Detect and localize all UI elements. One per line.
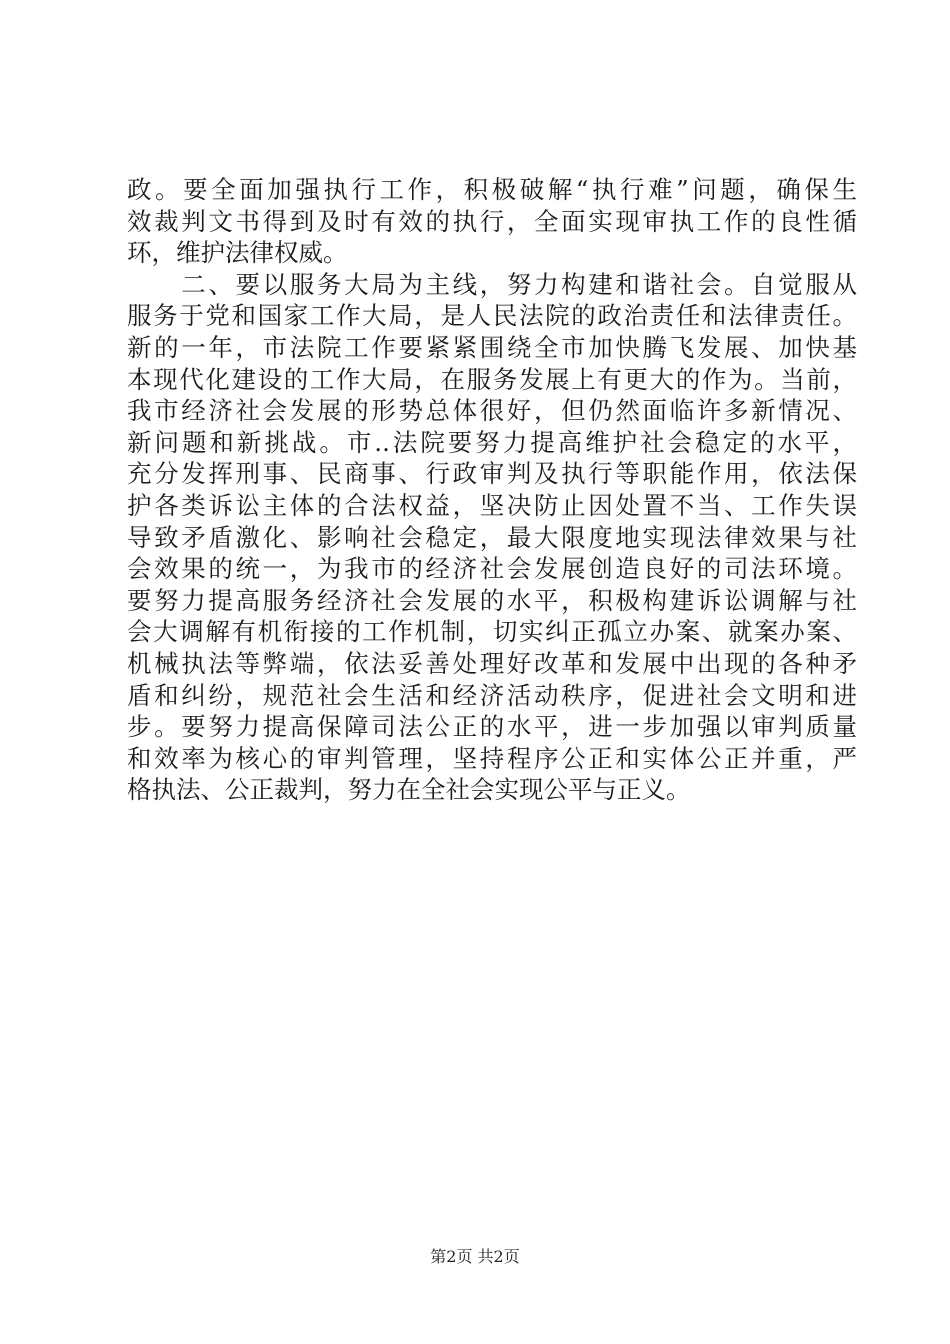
text-line: 环，维护法律权威。 xyxy=(127,238,348,268)
page-footer: 第2页 共2页 xyxy=(430,1247,520,1266)
text-line: 和效率为核心的审判管理，坚持程序公正和实体公正并重，严 xyxy=(127,743,857,773)
text-line: 效裁判文书得到及时有效的执行，全面实现审执工作的良性循 xyxy=(127,206,857,236)
text-line: 格执法、公正裁判，努力在全社会实现公平与正义。 xyxy=(127,775,691,805)
text-line: 盾和纠纷，规范社会生活和经济活动秩序，促进社会文明和进 xyxy=(127,680,857,710)
text-line: 充分发挥刑事、民商事、行政审判及执行等职能作用，依法保 xyxy=(127,459,857,489)
text-line: 政。要全面加强执行工作，积极破解“执行难”问题，确保生 xyxy=(127,175,857,204)
text-line: 导致矛盾激化、影响社会稳定，最大限度地实现法律效果与社 xyxy=(127,522,857,552)
text-line: 会大调解有机衔接的工作机制，切实纠正孤立办案、就案办案、 xyxy=(127,617,857,647)
text-line: 本现代化建设的工作大局，在服务发展上有更大的作为。当前， xyxy=(127,364,857,394)
body-text xyxy=(127,174,857,806)
text-line: 二、要以服务大局为主线，努力构建和谐社会。自觉服从 xyxy=(127,269,857,299)
text-line: 机械执法等弊端，依法妥善处理好改革和发展中出现的各种矛 xyxy=(127,648,857,678)
text-line: 步。要努力提高保障司法公正的水平，进一步加强以审判质量 xyxy=(127,712,857,742)
text-line: 要努力提高服务经济社会发展的水平，积极构建诉讼调解与社 xyxy=(127,585,857,615)
text-line: 新的一年，市法院工作要紧紧围绕全市加快腾飞发展、加快基 xyxy=(127,332,857,362)
text-line: 新问题和新挑战。市..法院要努力提高维护社会稳定的水平， xyxy=(127,427,857,457)
text-line: 会效果的统一，为我市的经济社会发展创造良好的司法环境。 xyxy=(127,554,857,584)
text-line: 服务于党和国家工作大局，是人民法院的政治责任和法律责任。 xyxy=(127,301,857,331)
text-line: 护各类诉讼主体的合法权益，坚决防止因处置不当、工作失误 xyxy=(127,490,857,520)
text-line: 我市经济社会发展的形势总体很好，但仍然面临许多新情况、 xyxy=(127,396,857,426)
